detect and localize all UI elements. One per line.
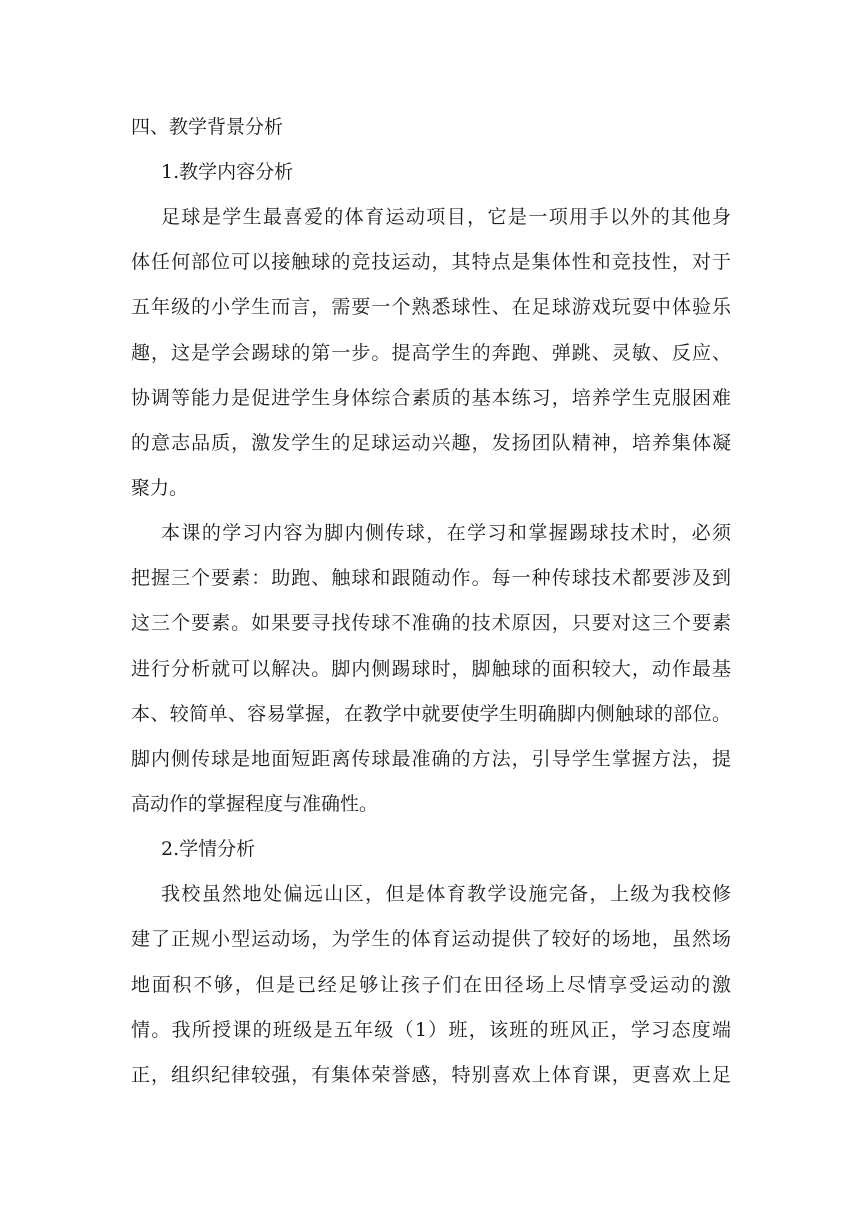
paragraph-line: 足球是学生最喜爱的体育运动项目，它是一项用手以外的其他身 bbox=[161, 206, 731, 228]
paragraph-line: 把握三个要素：助跑、触球和跟随动作。每一种传球技术都要涉及到 bbox=[131, 567, 731, 589]
paragraph-line: 聚力。 bbox=[131, 477, 189, 499]
section-heading: 四、教学背景分析 bbox=[131, 116, 284, 138]
paragraph-line: 进行分析就可以解决。脚内侧踢球时，脚触球的面积较大，动作最基 bbox=[131, 658, 731, 680]
paragraph-line: 本课的学习内容为脚内侧传球，在学习和掌握踢球技术时，必须 bbox=[161, 522, 731, 544]
paragraph-line: 建了正规小型运动场，为学生的体育运动提供了较好的场地，虽然场 bbox=[131, 928, 731, 950]
paragraph-line: 情。我所授课的班级是五年级（1）班，该班的班风正，学习态度端 bbox=[131, 1019, 731, 1041]
paragraph-line: 正，组织纪律较强，有集体荣誉感，特别喜欢上体育课，更喜欢上足 bbox=[131, 1064, 731, 1086]
paragraph-line: 地面积不够，但是已经足够让孩子们在田径场上尽情享受运动的激 bbox=[131, 974, 731, 996]
paragraph-line: 协调等能力是促进学生身体综合素质的基本练习，培养学生克服困难 bbox=[131, 387, 731, 409]
subsection-heading-content-analysis: 1.教学内容分析 bbox=[161, 161, 294, 183]
paragraph-line: 趣，这是学会踢球的第一步。提高学生的奔跑、弹跳、灵敏、反应、 bbox=[131, 342, 731, 364]
paragraph-line: 的意志品质，激发学生的足球运动兴趣，发扬团队精神，培养集体凝 bbox=[131, 432, 731, 454]
paragraph-line: 这三个要素。如果要寻找传球不准确的技术原因，只要对这三个要素 bbox=[131, 612, 731, 634]
paragraph-line: 我校虽然地处偏远山区，但是体育教学设施完备，上级为我校修 bbox=[161, 883, 731, 905]
paragraph-line: 高动作的掌握程度与准确性。 bbox=[131, 793, 379, 815]
paragraph-line: 脚内侧传球是地面短距离传球最准确的方法，引导学生掌握方法，提 bbox=[131, 748, 731, 770]
subsection-heading-learner-analysis: 2.学情分析 bbox=[161, 838, 256, 860]
paragraph-line: 体任何部位可以接触球的竞技运动，其特点是集体性和竞技性，对于 bbox=[131, 251, 731, 273]
paragraph-line: 本、较简单、容易掌握，在教学中就要使学生明确脚内侧触球的部位。 bbox=[131, 703, 731, 725]
paragraph-line: 五年级的小学生而言，需要一个熟悉球性、在足球游戏玩耍中体验乐 bbox=[131, 296, 731, 318]
